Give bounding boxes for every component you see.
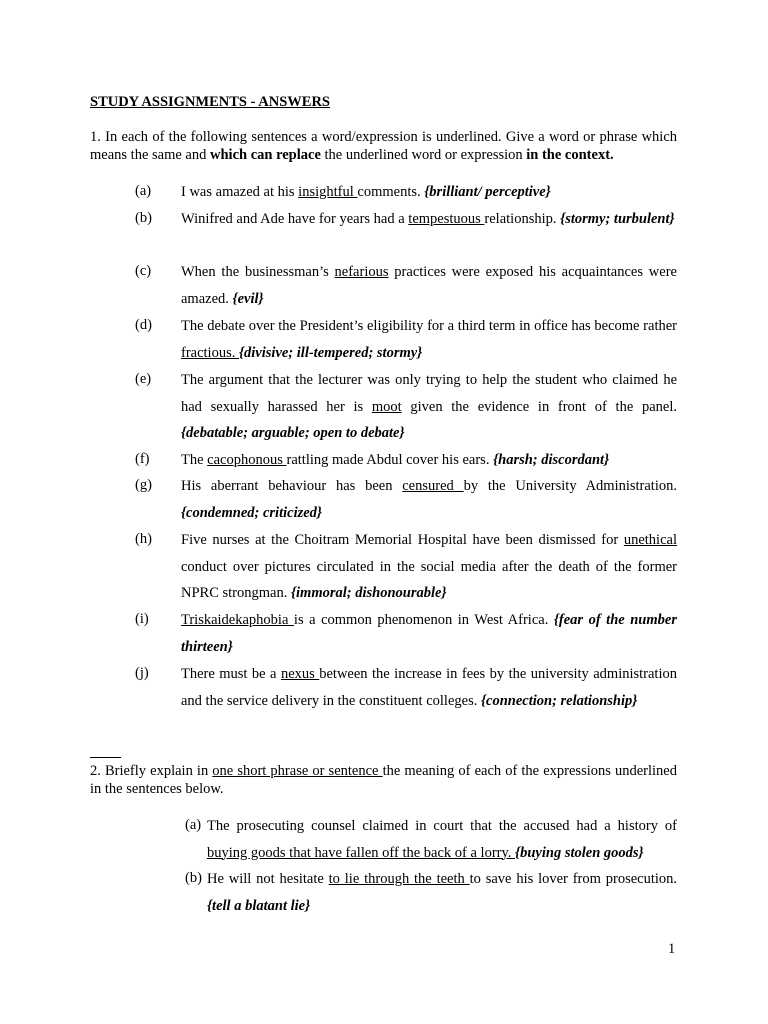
item-post: is a common phenomenon in West Africa. [293,612,554,628]
answer: {condemned; criticized} [181,504,322,521]
item-text [181,473,677,526]
answer: {harsh; discordant} [493,452,610,468]
underlined-word: fractious. [181,344,239,361]
page-title: STUDY ASSIGNMENTS - ANSWERS [90,94,330,110]
q1-intro-text: 1. In each of the following sentences a word/expression is underlined. Give a word or phrase which means the same and [90,129,677,163]
underlined-word: moot [371,398,402,415]
underlined-phrase: buying goods that have fallen off the back of a lorry. [207,844,516,861]
item-pre: The debate over the President’s eligibility for a third term in office has become rather [181,318,677,334]
item-label: (a) [135,183,152,199]
underlined-word: unethical [623,532,677,548]
answer: {stormy; turbulent} [560,211,675,227]
section-divider [90,757,121,758]
item-pre: The argument that the lecturer was only trying to help the student who claimed he had sexually harassed her is [181,372,677,415]
item-post: rattling made Abdul cover his ears. [286,452,494,468]
underlined-word: censured [402,478,464,494]
answer: {brilliant/ perceptive} [424,184,551,200]
q2-intro-text-2: the meaning of each of the expressions underlined in the sentences below. [90,763,677,797]
item-label: (g) [135,477,152,493]
item-label: (c) [135,263,152,279]
q2-intro-text: 2. Briefly explain in [90,763,213,779]
item-text [181,259,677,312]
item-post: to save his lover from prosecution. [469,871,678,887]
item-text [181,447,677,474]
item-pre: The [181,452,208,468]
item-text [207,813,677,866]
item-text [181,313,677,366]
answer: {debatable; arguable; open to debate} [181,425,405,442]
item-post: between the increase in fees by the university administration and the service delivery in the constituent colleges. [181,666,677,709]
item-post: by the University Administration. [463,478,677,494]
item-label: (a) [185,817,202,833]
item-pre: There must be a [181,666,281,682]
answer: {immoral; dishonourable} [290,585,447,602]
underlined-word: Triskaidekaphobia [181,612,294,628]
underlined-word: nexus [280,666,320,682]
underlined-word: nefarious [334,264,389,280]
answer: {tell a blatant lie} [207,897,311,914]
underlined-word: cacophonous [207,452,287,468]
item-pre: His aberrant behaviour has been [181,478,403,494]
underlined-word: tempestuous [408,211,485,227]
page-number: 1 [668,941,676,957]
item-post: comments. [357,184,425,200]
item-label: (f) [135,451,150,467]
q1-intro-text-2: the underlined word or expression [320,147,527,163]
item-text [181,661,677,714]
item-label: (e) [135,371,152,387]
q1-intro-bold-1: which can replace [210,147,321,163]
item-label: (b) [135,210,152,226]
item-pre: The prosecuting counsel claimed in court that the accused had a history of [207,818,677,834]
item-text [181,367,677,447]
underlined-word: insightful [298,184,358,200]
item-label: (d) [135,317,152,333]
question-1-intro [90,128,677,164]
item-pre: Five nurses at the Choitram Memorial Hospital have been dismissed for [181,532,624,548]
item-label: (b) [185,870,202,886]
question-2-intro [90,762,677,798]
item-label: (j) [135,665,149,681]
item-pre: He will not hesitate [207,871,329,887]
item-text [181,179,677,206]
item-pre: When the businessman’s [181,264,335,280]
item-label: (h) [135,531,152,547]
underlined-phrase: to lie through the teeth [328,871,470,887]
item-text [181,527,677,607]
item-text [181,607,677,660]
item-pre: I was amazed at his [181,184,299,200]
item-post: relationship. [484,211,561,227]
q2-intro-underlined: one short phrase or sentence [212,763,383,779]
answer: {connection; relationship} [480,692,638,709]
item-text [181,206,677,233]
item-pre: Winifred and Ade have for years had a [181,211,409,227]
q1-intro-bold-2: in the context. [526,147,614,163]
answer: {divisive; ill-tempered; stormy} [238,344,423,361]
item-label: (i) [135,611,149,627]
item-post: given the evidence in front of the panel. [401,398,677,415]
answer: {buying stolen goods} [515,844,644,861]
item-post: practices were exposed his acquaintances were amazed. [181,264,677,307]
answer: {fear of the number thirteen} [181,612,677,655]
item-post: conduct over pictures circulated in the social media after the death of the former NPRC strongman. [181,558,677,602]
answer: {evil} [232,290,264,307]
item-text [207,866,677,919]
